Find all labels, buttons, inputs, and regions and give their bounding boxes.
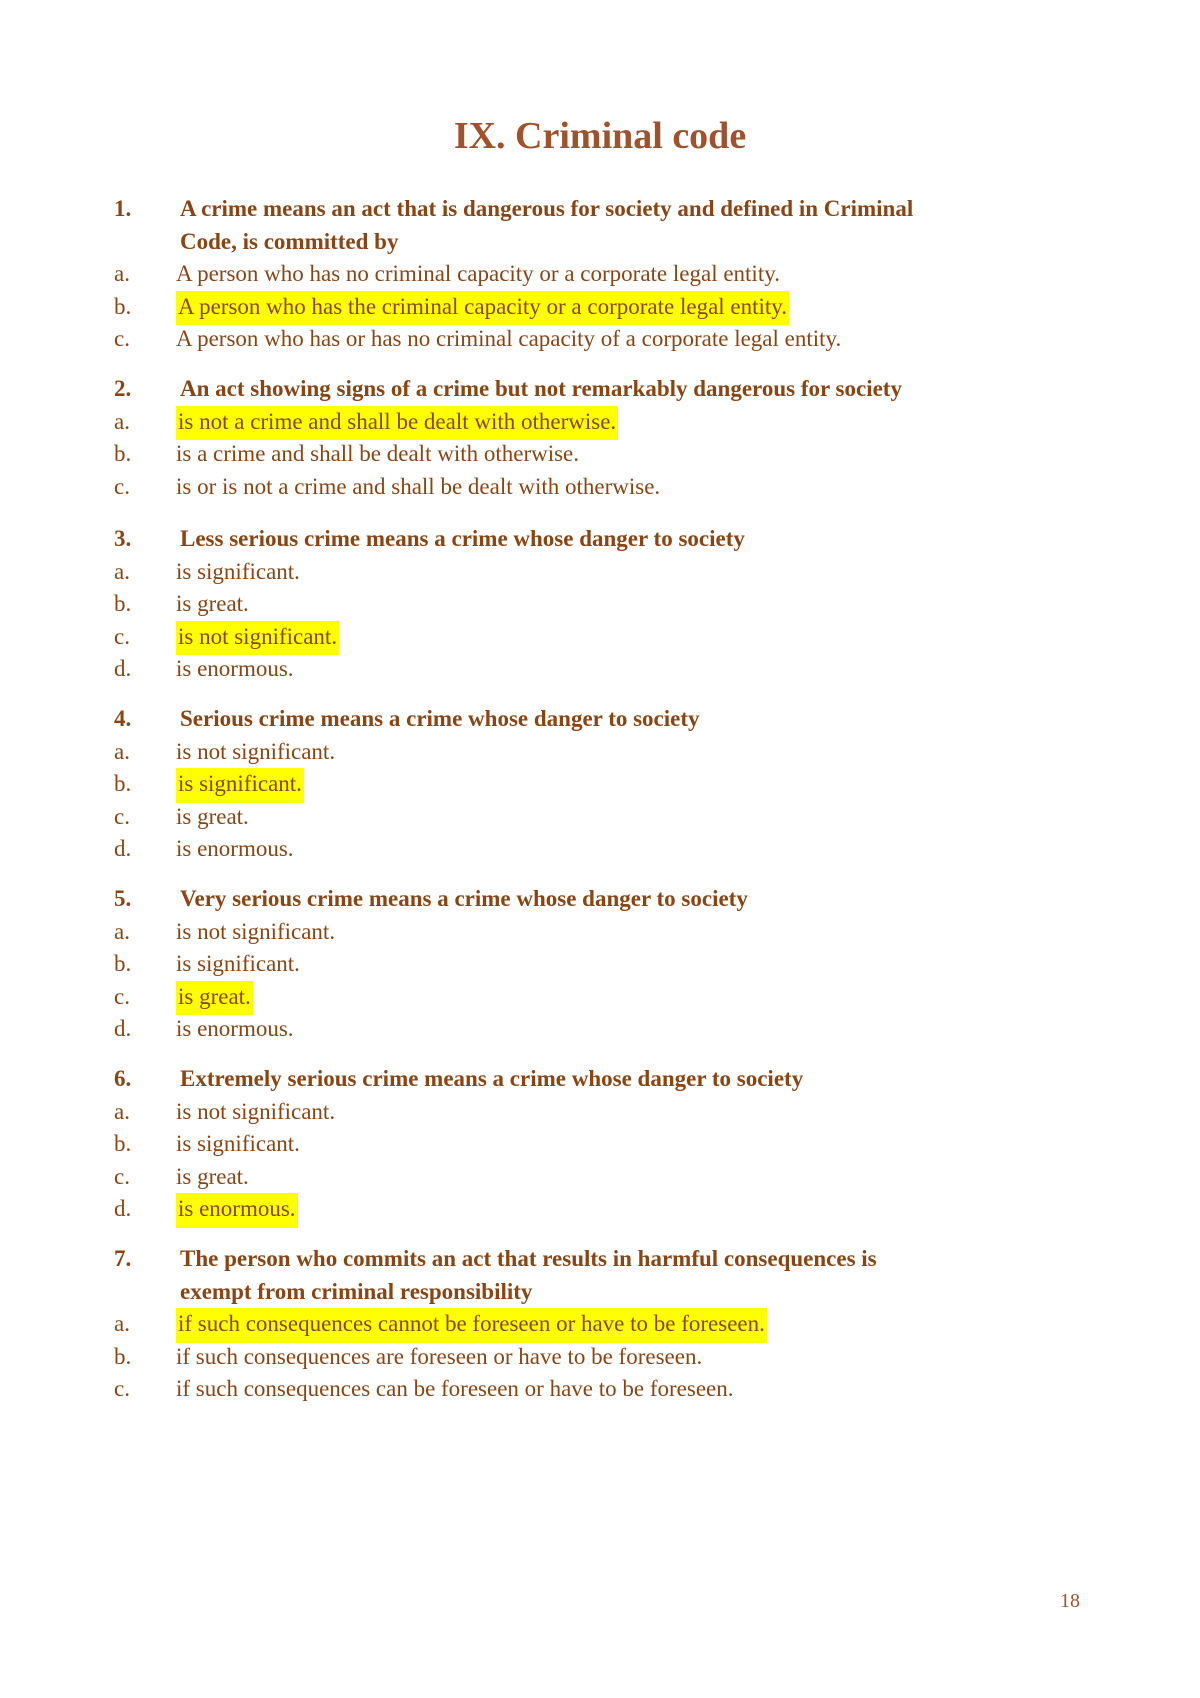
option-letter: a. bbox=[114, 558, 130, 584]
answer-option bbox=[0, 1373, 1200, 1406]
question-item bbox=[0, 1243, 1200, 1406]
question-item bbox=[0, 193, 1200, 356]
option-text: is enormous. bbox=[176, 656, 294, 681]
option-letter: c. bbox=[114, 473, 130, 499]
question-line bbox=[0, 1276, 1200, 1309]
option-text: A person who has or has no criminal capacity of a corporate legal entity. bbox=[176, 326, 842, 351]
option-text: is significant. bbox=[176, 558, 300, 584]
option-text: is not significant. bbox=[176, 918, 336, 944]
highlighted-answer-text: is not significant. bbox=[176, 621, 339, 656]
option-letter: a. bbox=[114, 738, 130, 764]
question-line bbox=[0, 193, 1200, 226]
option-letter: a. bbox=[114, 918, 130, 944]
question-item bbox=[0, 523, 1200, 686]
option-letter: d. bbox=[114, 836, 132, 861]
answer-option bbox=[0, 768, 1200, 801]
option-letter: c. bbox=[114, 623, 130, 649]
question-number: 4. bbox=[114, 706, 132, 731]
option-text: is great. bbox=[176, 803, 249, 829]
answer-option bbox=[0, 1308, 1200, 1341]
question-text: A crime means an act that is dangerous for society and defined in Criminal bbox=[180, 196, 914, 221]
answer-option bbox=[0, 801, 1200, 834]
question-number: 5. bbox=[114, 886, 132, 911]
answer-option bbox=[0, 471, 1200, 504]
question-text: An act showing signs of a crime but not remarkably dangerous for society bbox=[180, 376, 902, 401]
question-item bbox=[0, 1063, 1200, 1226]
answer-option bbox=[0, 1128, 1200, 1161]
option-text: is significant. bbox=[176, 951, 300, 976]
question-text: The person who commits an act that results in harmful consequences is bbox=[180, 1246, 877, 1271]
question-line bbox=[0, 703, 1200, 736]
option-letter: c. bbox=[114, 803, 130, 829]
page-title: IX. Criminal code bbox=[453, 115, 747, 157]
answer-option bbox=[0, 1193, 1200, 1226]
option-letter: d. bbox=[114, 1016, 132, 1041]
answer-option bbox=[0, 621, 1200, 654]
option-text: is a crime and shall be dealt with otherwise. bbox=[176, 441, 580, 466]
option-text: is not significant. bbox=[176, 738, 336, 764]
option-text: is not significant. bbox=[176, 1098, 336, 1124]
option-letter: a. bbox=[114, 408, 130, 434]
answer-option bbox=[0, 948, 1200, 981]
question-number: 7. bbox=[114, 1246, 132, 1271]
option-letter: d. bbox=[114, 1196, 132, 1221]
page-number: 18 bbox=[1060, 1590, 1080, 1612]
option-text: is great. bbox=[176, 591, 249, 616]
answer-option bbox=[0, 438, 1200, 471]
highlighted-answer-text: is not a crime and shall be dealt with otherwise. bbox=[176, 406, 618, 441]
option-letter: c. bbox=[114, 983, 130, 1009]
highlighted-answer-text: if such consequences cannot be foreseen or have to be foreseen. bbox=[176, 1308, 767, 1343]
question-text: Serious crime means a crime whose danger to society bbox=[180, 706, 700, 731]
question-line bbox=[0, 373, 1200, 406]
answer-option bbox=[0, 1013, 1200, 1046]
option-letter: a. bbox=[114, 1098, 130, 1124]
option-text: A person who has no criminal capacity or a corporate legal entity. bbox=[176, 261, 780, 286]
question-text: Less serious crime means a crime whose danger to society bbox=[180, 526, 745, 551]
answer-option bbox=[0, 916, 1200, 949]
answer-option bbox=[0, 833, 1200, 866]
option-text: is or is not a crime and shall be dealt with otherwise. bbox=[176, 473, 661, 499]
highlighted-answer-text: is great. bbox=[176, 981, 253, 1016]
highlighted-answer-text: is significant. bbox=[176, 768, 304, 803]
question-line bbox=[0, 226, 1200, 259]
question-number: 2. bbox=[114, 376, 132, 401]
answer-option bbox=[0, 588, 1200, 621]
option-letter: a. bbox=[114, 261, 130, 286]
question-item bbox=[0, 373, 1200, 503]
option-letter: c. bbox=[114, 1376, 130, 1401]
option-letter: b. bbox=[114, 293, 132, 319]
option-text: if such consequences can be foreseen or have to be foreseen. bbox=[176, 1376, 734, 1401]
question-line bbox=[0, 883, 1200, 916]
answer-option bbox=[0, 1341, 1200, 1374]
highlighted-answer-text: is enormous. bbox=[176, 1193, 298, 1228]
option-letter: c. bbox=[114, 326, 130, 351]
answer-option bbox=[0, 406, 1200, 439]
question-text: Code, is committed by bbox=[180, 228, 399, 254]
answer-option bbox=[0, 1096, 1200, 1129]
option-letter: b. bbox=[114, 771, 132, 796]
answer-option bbox=[0, 653, 1200, 686]
option-letter: b. bbox=[114, 1343, 132, 1369]
option-letter: b. bbox=[114, 441, 132, 466]
option-text: if such consequences are foreseen or have to be foreseen. bbox=[176, 1343, 703, 1369]
option-letter: c. bbox=[114, 1163, 130, 1189]
question-number: 3. bbox=[114, 526, 132, 551]
option-letter: d. bbox=[114, 656, 132, 681]
answer-option bbox=[0, 258, 1200, 291]
question-item bbox=[0, 703, 1200, 866]
question-item bbox=[0, 883, 1200, 1046]
answer-option bbox=[0, 556, 1200, 589]
question-line bbox=[0, 523, 1200, 556]
answer-option bbox=[0, 736, 1200, 769]
highlighted-answer-text: A person who has the criminal capacity or a corporate legal entity. bbox=[176, 291, 789, 326]
question-number: 6. bbox=[114, 1066, 132, 1091]
question-text: Extremely serious crime means a crime whose danger to society bbox=[180, 1066, 804, 1091]
question-text: Very serious crime means a crime whose danger to society bbox=[180, 886, 748, 911]
option-text: is enormous. bbox=[176, 836, 294, 861]
option-letter: b. bbox=[114, 951, 132, 976]
option-letter: a. bbox=[114, 1311, 130, 1336]
option-letter: b. bbox=[114, 591, 132, 616]
option-letter: b. bbox=[114, 1131, 132, 1156]
question-line bbox=[0, 1063, 1200, 1096]
answer-option bbox=[0, 981, 1200, 1014]
answer-option bbox=[0, 291, 1200, 324]
option-text: is great. bbox=[176, 1163, 249, 1189]
question-text: exempt from criminal responsibility bbox=[180, 1278, 533, 1304]
option-text: is enormous. bbox=[176, 1016, 294, 1041]
answer-option bbox=[0, 1161, 1200, 1194]
question-line bbox=[0, 1243, 1200, 1276]
option-text: is significant. bbox=[176, 1131, 300, 1156]
answer-option bbox=[0, 323, 1200, 356]
question-number: 1. bbox=[114, 196, 132, 221]
